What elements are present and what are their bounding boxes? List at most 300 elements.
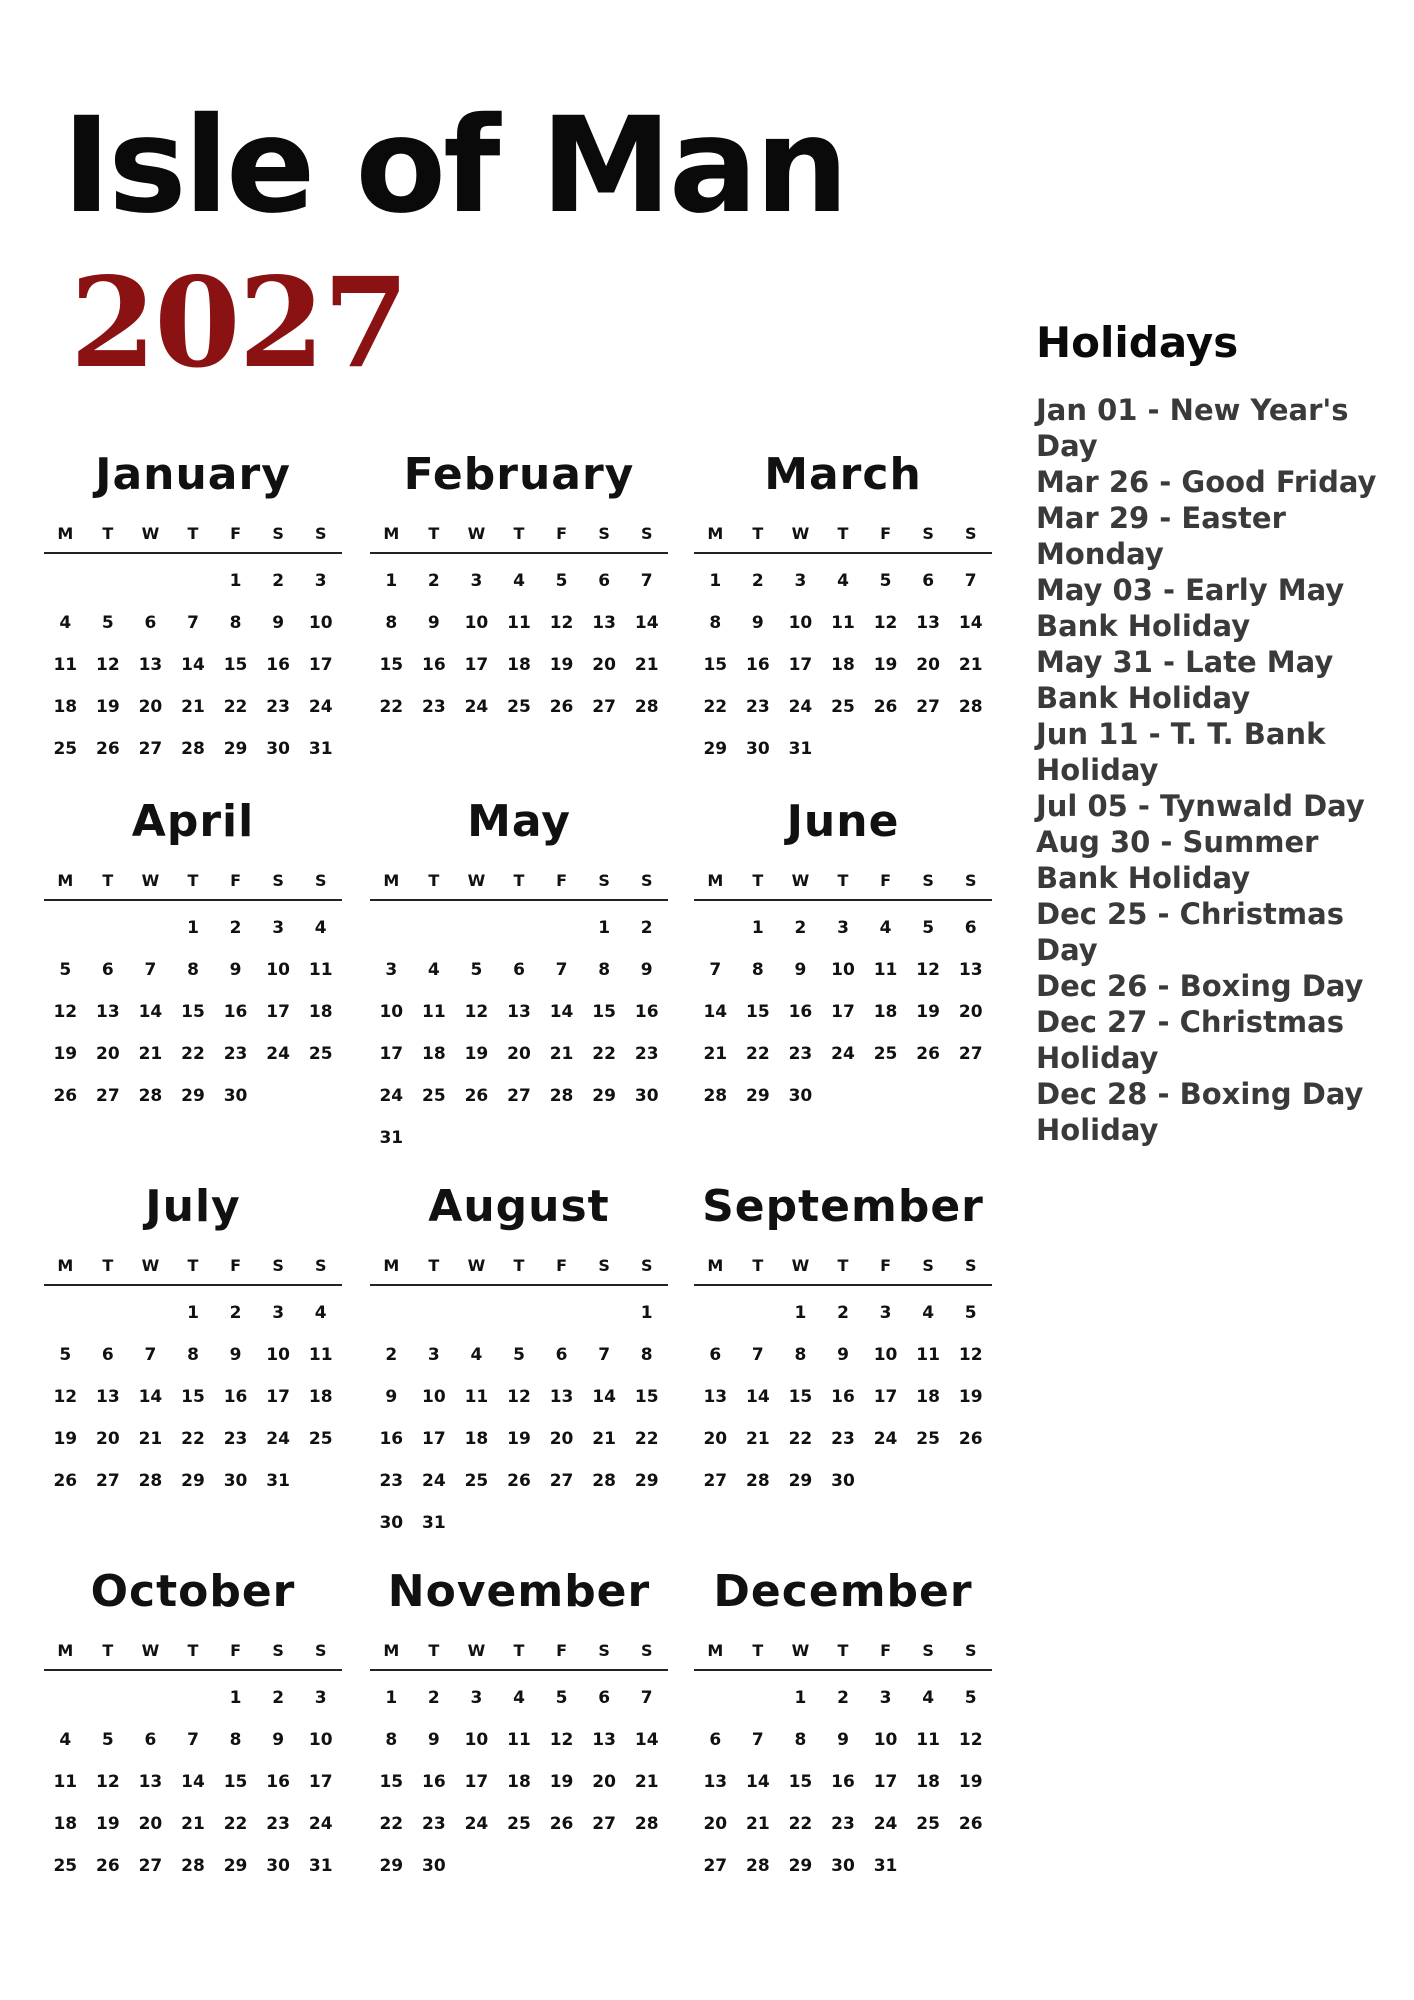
weekday-header-row xyxy=(370,524,668,554)
day-cell: 1 xyxy=(794,1303,807,1323)
day-cell: 6 xyxy=(598,1688,611,1708)
day-cell: 16 xyxy=(223,1002,248,1022)
day-cell: 5 xyxy=(922,918,935,938)
day-cell: 30 xyxy=(831,1471,855,1491)
day-cell: 26 xyxy=(873,697,898,717)
day-cell: 11 xyxy=(53,655,78,675)
day-cell: 5 xyxy=(879,571,892,591)
day-grid xyxy=(44,907,342,1117)
day-cell: 7 xyxy=(598,1345,611,1365)
weekday-header: T xyxy=(513,1641,525,1660)
day-cell: 28 xyxy=(634,697,659,717)
day-cell: 10 xyxy=(788,613,813,633)
day-cell: 30 xyxy=(266,1856,290,1876)
day-cell: 29 xyxy=(703,739,728,759)
weekday-header: T xyxy=(513,1256,525,1275)
day-cell: 4 xyxy=(470,1345,483,1365)
day-cell: 2 xyxy=(229,918,242,938)
day-cell: 19 xyxy=(549,655,574,675)
weekday-header: F xyxy=(556,1641,568,1660)
day-cell: 30 xyxy=(223,1086,248,1106)
day-cell: 21 xyxy=(634,1772,659,1792)
day-cell: 14 xyxy=(181,655,205,675)
day-cell: 28 xyxy=(958,697,983,717)
weekday-header: T xyxy=(752,1641,764,1660)
day-cell: 27 xyxy=(703,1856,728,1876)
day-cell: 8 xyxy=(640,1345,653,1365)
day-cell: 12 xyxy=(96,1772,120,1792)
day-cell: 4 xyxy=(314,1303,327,1323)
day-cell: 26 xyxy=(958,1814,983,1834)
day-cell: 1 xyxy=(751,918,764,938)
day-cell: 24 xyxy=(873,1814,898,1834)
day-cell: 17 xyxy=(308,1772,333,1792)
day-cell: 8 xyxy=(598,960,611,980)
weekday-header: W xyxy=(467,524,486,543)
day-cell: 31 xyxy=(788,739,813,759)
empty-day-cell xyxy=(540,1292,583,1334)
day-cell: 5 xyxy=(59,960,72,980)
day-cell: 3 xyxy=(427,1345,440,1365)
day-cell: 6 xyxy=(555,1345,568,1365)
day-cell: 23 xyxy=(223,1429,248,1449)
day-cell: 14 xyxy=(634,613,659,633)
day-cell: 16 xyxy=(746,655,770,675)
day-grid xyxy=(370,907,668,1159)
day-cell: 23 xyxy=(422,697,446,717)
weekday-header-row xyxy=(44,1256,342,1286)
day-cell: 10 xyxy=(831,960,855,980)
day-cell: 15 xyxy=(223,655,248,675)
day-cell: 11 xyxy=(916,1345,940,1365)
weekday-header: S xyxy=(964,871,977,890)
day-cell: 2 xyxy=(751,571,764,591)
weekday-header: F xyxy=(880,1641,892,1660)
day-cell: 28 xyxy=(703,1086,728,1106)
day-cell: 15 xyxy=(379,655,404,675)
day-cell: 3 xyxy=(470,1688,483,1708)
day-cell: 13 xyxy=(592,613,616,633)
day-cell: 26 xyxy=(53,1086,78,1106)
weekday-header: T xyxy=(837,1641,849,1660)
holiday-item: Dec 28 - Boxing Day Holiday xyxy=(1036,1077,1364,1147)
day-cell: 3 xyxy=(272,918,285,938)
day-cell: 23 xyxy=(266,1814,290,1834)
day-cell: 5 xyxy=(964,1688,977,1708)
day-cell: 6 xyxy=(598,571,611,591)
empty-day-cell xyxy=(129,1677,172,1719)
day-cell: 25 xyxy=(916,1814,940,1834)
day-cell: 27 xyxy=(138,739,163,759)
weekday-header: W xyxy=(467,1256,486,1275)
empty-day-cell xyxy=(370,1292,413,1334)
day-cell: 14 xyxy=(746,1772,770,1792)
day-cell: 13 xyxy=(549,1387,574,1407)
weekday-header: F xyxy=(556,871,568,890)
empty-day-cell xyxy=(498,907,541,949)
day-cell: 14 xyxy=(703,1002,728,1022)
day-cell: 14 xyxy=(592,1387,616,1407)
day-cell: 28 xyxy=(181,1856,205,1876)
day-cell: 19 xyxy=(464,1044,489,1064)
day-cell: 19 xyxy=(53,1044,78,1064)
empty-day-cell xyxy=(44,560,87,602)
empty-day-cell xyxy=(87,907,130,949)
weekday-header: T xyxy=(102,1256,114,1275)
day-cell: 28 xyxy=(181,739,205,759)
day-cell: 12 xyxy=(958,1730,983,1750)
day-cell: 22 xyxy=(379,697,404,717)
day-cell: 24 xyxy=(308,1814,333,1834)
day-cell: 2 xyxy=(272,1688,285,1708)
day-cell: 14 xyxy=(746,1387,770,1407)
day-cell: 17 xyxy=(873,1772,898,1792)
day-cell: 17 xyxy=(308,655,333,675)
day-cell: 17 xyxy=(464,1772,489,1792)
day-cell: 26 xyxy=(958,1429,983,1449)
day-cell: 28 xyxy=(592,1471,616,1491)
empty-day-cell xyxy=(737,1677,780,1719)
weekday-header: T xyxy=(837,1256,849,1275)
day-cell: 22 xyxy=(703,697,728,717)
holiday-list xyxy=(1036,392,1398,1148)
day-cell: 1 xyxy=(385,1688,398,1708)
month-name: July xyxy=(145,1181,241,1232)
day-cell: 12 xyxy=(53,1002,78,1022)
day-cell: 28 xyxy=(549,1086,574,1106)
day-cell: 20 xyxy=(958,1002,983,1022)
day-cell: 6 xyxy=(709,1345,722,1365)
holiday-item: Jan 01 - New Year's Day xyxy=(1036,393,1349,463)
day-cell: 9 xyxy=(837,1730,849,1750)
day-cell: 6 xyxy=(144,613,157,633)
month-february xyxy=(370,448,668,728)
day-cell: 3 xyxy=(314,571,327,591)
day-cell: 14 xyxy=(138,1387,163,1407)
day-cell: 6 xyxy=(709,1730,722,1750)
weekday-header: M xyxy=(57,524,74,543)
day-cell: 8 xyxy=(751,960,764,980)
day-cell: 7 xyxy=(187,613,199,633)
day-cell: 24 xyxy=(266,1429,290,1449)
day-cell: 19 xyxy=(507,1429,531,1449)
weekday-header-row xyxy=(370,871,668,901)
day-cell: 22 xyxy=(788,1429,813,1449)
month-september xyxy=(694,1180,992,1502)
day-cell: 4 xyxy=(59,1730,72,1750)
day-grid xyxy=(694,1292,992,1502)
weekday-header: S xyxy=(922,871,934,890)
day-cell: 4 xyxy=(879,918,892,938)
holiday-item: May 03 - Early May Bank Holiday xyxy=(1036,573,1345,643)
day-cell: 21 xyxy=(181,1814,205,1834)
weekday-header: S xyxy=(272,1256,284,1275)
day-cell: 21 xyxy=(746,1814,770,1834)
day-cell: 11 xyxy=(422,1002,446,1022)
day-cell: 24 xyxy=(464,1814,489,1834)
day-cell: 26 xyxy=(96,739,120,759)
weekday-header-row xyxy=(44,1641,342,1671)
day-cell: 25 xyxy=(873,1044,898,1064)
day-cell: 18 xyxy=(507,655,531,675)
day-cell: 24 xyxy=(873,1429,898,1449)
day-cell: 18 xyxy=(308,1387,333,1407)
day-cell: 21 xyxy=(634,655,659,675)
day-cell: 29 xyxy=(592,1086,616,1106)
day-cell: 1 xyxy=(709,571,722,591)
day-cell: 20 xyxy=(592,655,616,675)
day-cell: 15 xyxy=(788,1387,813,1407)
day-cell: 23 xyxy=(422,1814,446,1834)
day-cell: 3 xyxy=(470,571,483,591)
day-cell: 22 xyxy=(379,1814,404,1834)
day-cell: 17 xyxy=(379,1044,404,1064)
weekday-header: S xyxy=(964,1641,977,1660)
holiday-item: Aug 30 - Summer Bank Holiday xyxy=(1036,825,1319,895)
month-name: February xyxy=(403,449,635,500)
weekday-header: S xyxy=(598,1256,610,1275)
month-name: November xyxy=(387,1566,651,1617)
day-cell: 30 xyxy=(422,1856,446,1876)
day-cell: 27 xyxy=(592,697,616,717)
weekday-header: T xyxy=(752,1256,764,1275)
weekday-header: M xyxy=(707,871,724,890)
weekday-header: M xyxy=(707,1641,724,1660)
weekday-header: S xyxy=(922,524,934,543)
day-cell: 22 xyxy=(223,697,248,717)
day-cell: 23 xyxy=(831,1429,855,1449)
month-name: January xyxy=(95,449,291,500)
day-cell: 26 xyxy=(507,1471,531,1491)
day-cell: 29 xyxy=(788,1856,813,1876)
day-cell: 8 xyxy=(794,1345,807,1365)
day-cell: 8 xyxy=(709,613,722,633)
day-cell: 28 xyxy=(634,1814,659,1834)
day-cell: 15 xyxy=(746,1002,770,1022)
day-cell: 26 xyxy=(549,697,574,717)
day-cell: 30 xyxy=(223,1471,248,1491)
weekday-header: S xyxy=(272,524,284,543)
weekday-header: T xyxy=(102,871,114,890)
day-cell: 21 xyxy=(703,1044,728,1064)
day-cell: 15 xyxy=(181,1387,205,1407)
day-cell: 23 xyxy=(634,1044,659,1064)
day-cell: 10 xyxy=(464,613,489,633)
day-cell: 24 xyxy=(831,1044,855,1064)
day-cell: 25 xyxy=(507,1814,531,1834)
weekday-header: T xyxy=(102,524,114,543)
weekday-header: S xyxy=(640,871,653,890)
day-cell: 1 xyxy=(640,1303,653,1323)
weekday-header: S xyxy=(314,1256,327,1275)
day-cell: 30 xyxy=(831,1856,855,1876)
weekday-header: F xyxy=(230,524,242,543)
day-cell: 24 xyxy=(266,1044,290,1064)
weekday-header-row xyxy=(694,871,992,901)
empty-day-cell xyxy=(737,1292,780,1334)
day-cell: 9 xyxy=(272,1730,285,1750)
month-november xyxy=(370,1565,668,1887)
holiday-item: Jul 05 - Tynwald Day xyxy=(1036,789,1365,823)
empty-day-cell xyxy=(583,1292,626,1334)
day-cell: 25 xyxy=(308,1429,333,1449)
day-cell: 7 xyxy=(751,1730,764,1750)
day-cell: 10 xyxy=(379,1002,404,1022)
holiday-item: Jun 11 - T. T. Bank Holiday xyxy=(1036,717,1326,787)
day-cell: 5 xyxy=(964,1303,977,1323)
weekday-header: T xyxy=(837,871,849,890)
day-cell: 13 xyxy=(96,1387,120,1407)
weekday-header: T xyxy=(187,871,199,890)
day-cell: 9 xyxy=(229,1345,242,1365)
day-cell: 27 xyxy=(958,1044,983,1064)
day-cell: 10 xyxy=(464,1730,489,1750)
day-cell: 2 xyxy=(837,1688,849,1708)
day-cell: 29 xyxy=(223,1856,248,1876)
day-cell: 19 xyxy=(958,1387,983,1407)
day-cell: 13 xyxy=(138,655,163,675)
day-cell: 22 xyxy=(592,1044,616,1064)
day-cell: 27 xyxy=(96,1086,120,1106)
weekday-header: M xyxy=(57,1641,74,1660)
day-cell: 15 xyxy=(592,1002,616,1022)
day-cell: 11 xyxy=(507,613,531,633)
day-cell: 25 xyxy=(831,697,855,717)
day-cell: 4 xyxy=(513,571,525,591)
day-cell: 11 xyxy=(464,1387,489,1407)
day-cell: 17 xyxy=(266,1387,290,1407)
empty-day-cell xyxy=(694,907,737,949)
day-cell: 2 xyxy=(385,1345,398,1365)
day-cell: 11 xyxy=(308,960,333,980)
weekday-header: T xyxy=(513,524,525,543)
day-grid xyxy=(370,1292,668,1544)
day-cell: 23 xyxy=(746,697,770,717)
day-cell: 21 xyxy=(592,1429,616,1449)
day-cell: 27 xyxy=(916,697,940,717)
day-cell: 27 xyxy=(138,1856,163,1876)
day-cell: 22 xyxy=(746,1044,770,1064)
day-cell: 19 xyxy=(916,1002,940,1022)
day-cell: 12 xyxy=(916,960,940,980)
month-name: September xyxy=(702,1181,984,1232)
day-cell: 21 xyxy=(549,1044,574,1064)
day-cell: 16 xyxy=(379,1429,404,1449)
holiday-item: Mar 29 - Easter Monday xyxy=(1036,501,1286,571)
day-cell: 18 xyxy=(53,697,78,717)
day-cell: 31 xyxy=(266,1471,290,1491)
day-cell: 9 xyxy=(229,960,242,980)
weekday-header: W xyxy=(791,524,810,543)
day-cell: 2 xyxy=(640,918,653,938)
day-cell: 13 xyxy=(916,613,940,633)
weekday-header: M xyxy=(383,524,400,543)
day-cell: 19 xyxy=(549,1772,574,1792)
day-cell: 9 xyxy=(837,1345,849,1365)
day-cell: 4 xyxy=(837,571,849,591)
weekday-header: W xyxy=(141,871,160,890)
day-cell: 27 xyxy=(96,1471,120,1491)
day-cell: 8 xyxy=(794,1730,807,1750)
empty-day-cell xyxy=(455,1292,498,1334)
day-cell: 17 xyxy=(422,1429,446,1449)
day-cell: 10 xyxy=(873,1345,898,1365)
day-cell: 7 xyxy=(144,1345,157,1365)
day-cell: 18 xyxy=(831,655,855,675)
day-cell: 10 xyxy=(873,1730,898,1750)
weekday-header: T xyxy=(428,1641,440,1660)
weekday-header: T xyxy=(102,1641,114,1660)
day-cell: 20 xyxy=(138,697,163,717)
day-cell: 10 xyxy=(266,960,290,980)
weekday-header: S xyxy=(314,1641,327,1660)
day-cell: 13 xyxy=(592,1730,616,1750)
day-cell: 30 xyxy=(379,1513,404,1533)
day-cell: 6 xyxy=(101,960,114,980)
weekday-header: T xyxy=(428,871,440,890)
empty-day-cell xyxy=(498,1292,541,1334)
day-cell: 23 xyxy=(831,1814,855,1834)
day-cell: 4 xyxy=(513,1688,525,1708)
weekday-header: S xyxy=(640,1256,653,1275)
day-cell: 3 xyxy=(879,1303,892,1323)
day-cell: 25 xyxy=(507,697,531,717)
weekday-header: M xyxy=(707,524,724,543)
day-cell: 7 xyxy=(187,1730,199,1750)
weekday-header: F xyxy=(880,1256,892,1275)
day-cell: 22 xyxy=(788,1814,813,1834)
day-cell: 2 xyxy=(272,571,285,591)
weekday-header: T xyxy=(428,1256,440,1275)
day-cell: 16 xyxy=(831,1772,855,1792)
empty-day-cell xyxy=(87,560,130,602)
day-cell: 2 xyxy=(229,1303,242,1323)
weekday-header: S xyxy=(964,524,977,543)
day-cell: 29 xyxy=(181,1471,205,1491)
day-cell: 18 xyxy=(507,1772,531,1792)
day-cell: 2 xyxy=(427,1688,440,1708)
day-cell: 1 xyxy=(187,918,199,938)
weekday-header: S xyxy=(598,524,610,543)
day-cell: 17 xyxy=(464,655,489,675)
day-cell: 20 xyxy=(138,1814,163,1834)
day-cell: 16 xyxy=(831,1387,855,1407)
day-cell: 8 xyxy=(187,960,199,980)
day-cell: 31 xyxy=(308,1856,333,1876)
day-cell: 20 xyxy=(549,1429,574,1449)
month-name: August xyxy=(428,1181,610,1232)
day-grid xyxy=(370,560,668,728)
weekday-header: W xyxy=(791,1256,810,1275)
day-cell: 14 xyxy=(181,1772,205,1792)
empty-day-cell xyxy=(694,1292,737,1334)
month-name: June xyxy=(786,796,900,847)
day-cell: 3 xyxy=(794,571,807,591)
empty-day-cell xyxy=(172,1677,215,1719)
day-cell: 3 xyxy=(385,960,398,980)
day-cell: 13 xyxy=(703,1772,728,1792)
weekday-header: M xyxy=(383,871,400,890)
day-cell: 26 xyxy=(549,1814,574,1834)
day-cell: 30 xyxy=(788,1086,813,1106)
month-march xyxy=(694,448,992,770)
month-july xyxy=(44,1180,342,1502)
weekday-header: S xyxy=(598,1641,610,1660)
day-cell: 11 xyxy=(873,960,898,980)
day-cell: 21 xyxy=(958,655,983,675)
empty-day-cell xyxy=(129,560,172,602)
weekday-header: F xyxy=(880,871,892,890)
